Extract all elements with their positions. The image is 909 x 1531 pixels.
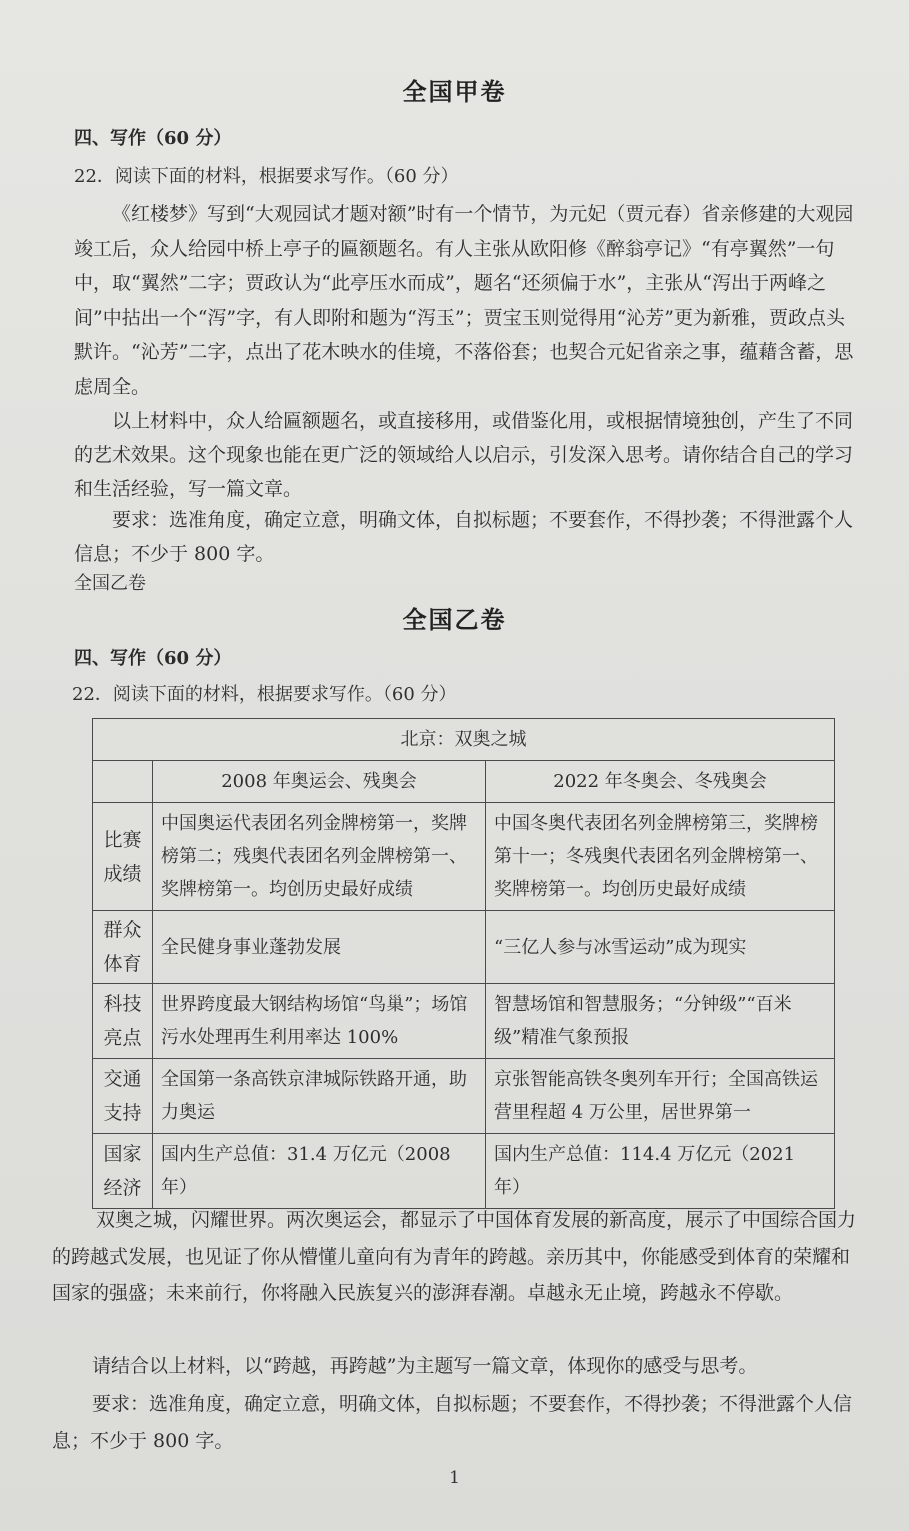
section-a-prompt-paragraph: 以上材料中，众人给匾额题名，或直接移用，或借鉴化用，或根据情境独创，产生了不同的艺术效果。这个现象也能在更广泛的领域给人以启示，引发深入思考。请你结合自己的学习和生活经验，写一篇文章。	[74, 410, 854, 500]
table-cell: 中国奥运代表团名列金牌榜第一，奖牌榜第二；残奥代表团名列金牌榜第一、奖牌榜第一。均创历史最好成绩	[153, 803, 486, 911]
table-caption: 北京：双奥之城	[93, 719, 835, 761]
table-cell: 世界跨度最大钢结构场馆“鸟巢”；场馆污水处理再生利用率达 100%	[153, 984, 486, 1059]
section-b-prompt-paragraph: 请结合以上材料，以“跨越，再跨越”为主题写一篇文章，体现你的感受与思考。	[92, 1355, 758, 1377]
table-col-header-2008: 2008 年奥运会、残奥会	[153, 761, 486, 803]
table-cell: “三亿人参与冰雪运动”成为现实	[486, 911, 835, 984]
table-col-header-2022: 2022 年冬奥会、冬残奥会	[486, 761, 835, 803]
table-cell: 全国第一条高铁京津城际铁路开通，助力奥运	[153, 1059, 486, 1134]
table-row-label: 群众体育	[93, 911, 153, 984]
table-cell: 智慧场馆和智慧服务；“分钟级”“百米级”精准气象预报	[486, 984, 835, 1059]
table-cell: 京张智能高铁冬奥列车开行；全国高铁运营里程超 4 万公里，居世界第一	[486, 1059, 835, 1134]
section-a-part-heading: 四、写作（60 分）	[74, 128, 232, 149]
table-cell: 中国冬奥代表团名列金牌榜第三，奖牌榜第十一；冬残奥代表团名列金牌榜第一、奖牌榜第一。均创历史最好成绩	[486, 803, 835, 911]
table-row-label: 科技亮点	[93, 984, 153, 1059]
section-a-trailing-label: 全国乙卷	[74, 573, 146, 594]
table-cell: 国内生产总值：114.4 万亿元（2021 年）	[486, 1134, 835, 1209]
section-a-title: 全国甲卷	[402, 77, 507, 106]
table-row	[93, 911, 835, 984]
section-a-requirements: 要求：选准角度，确定立意，明确文体，自拟标题；不要套作，不得抄袭；不得泄露个人信息；不少于 800 字。	[74, 509, 854, 565]
table-row	[93, 1134, 835, 1209]
section-b-requirements: 要求：选准角度，确定立意，明确文体，自拟标题；不要套作，不得抄袭；不得泄露个人信息；不少于 800 字。	[52, 1393, 853, 1452]
section-a-material-paragraph: 《红楼梦》写到“大观园试才题对额”时有一个情节，为元妃（贾元春）省亲修建的大观园竣工后，众人给园中桥上亭子的匾额题名。有人主张从欧阳修《醉翁亭记》“有亭翼然”一句中，取“翼然”二字；贾政认为“此亭压水而成”，题名“还须偏于水”，主张从“泻出于两峰之间”中拈出一个“泻”字，有人即附和题为“泻玉”；贾宝玉则觉得用“沁芳”更为新雅，贾政点头默许。“沁芳”二字，点出了花木映水的佳境，不落俗套；也契合元妃省亲之事，蕴藉含蓄，思虑周全。	[74, 203, 854, 398]
olympics-comparison-table	[92, 718, 835, 1209]
table-cell: 全民健身事业蓬勃发展	[153, 911, 486, 984]
table-corner-cell	[93, 761, 153, 803]
table-row-label: 国家经济	[93, 1134, 153, 1209]
table-caption-row	[93, 719, 835, 761]
page-number: 1	[449, 1468, 460, 1488]
table-row-label: 比赛成绩	[93, 803, 153, 911]
table-row	[93, 1059, 835, 1134]
table-row	[93, 803, 835, 911]
table-header-row	[93, 761, 835, 803]
table-row	[93, 984, 835, 1059]
table-cell: 国内生产总值：31.4 万亿元（2008 年）	[153, 1134, 486, 1209]
table-row-label: 交通支持	[93, 1059, 153, 1134]
section-a-question: 22．阅读下面的材料，根据要求写作。（60 分）	[74, 166, 459, 187]
section-b-question: 22．阅读下面的材料，根据要求写作。（60 分）	[72, 684, 457, 705]
section-b-part-heading: 四、写作（60 分）	[74, 648, 232, 669]
section-b-title: 全国乙卷	[402, 605, 507, 634]
section-b-material-paragraph: 双奥之城，闪耀世界。两次奥运会，都显示了中国体育发展的新高度，展示了中国综合国力的跨越式发展，也见证了你从懵懂儿童向有为青年的跨越。亲历其中，你能感受到体育的荣耀和国家的强盛；未来前行，你将融入民族复兴的澎湃春潮。卓越永无止境，跨越永不停歇。	[52, 1209, 857, 1304]
